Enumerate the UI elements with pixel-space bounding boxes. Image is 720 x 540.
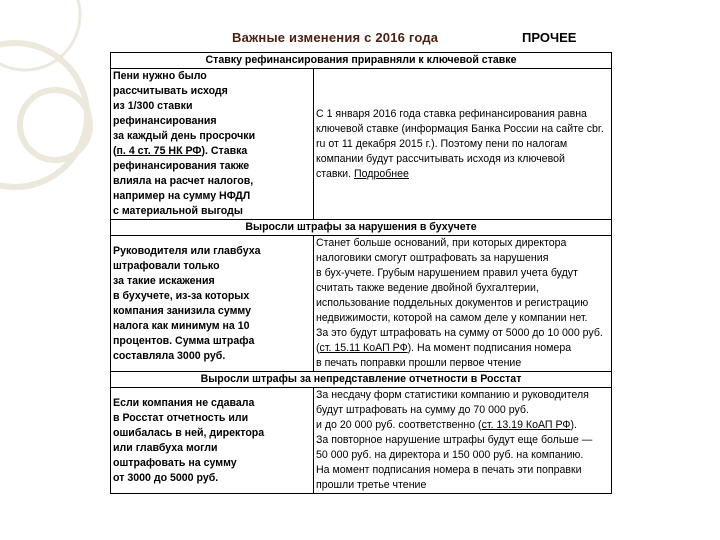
text-segment: в бух-учете. Грубым нарушением правил учета будут — [316, 267, 578, 279]
text-line — [316, 448, 609, 463]
before-cell — [111, 236, 314, 372]
text-line — [113, 334, 311, 349]
after-cell — [314, 388, 612, 494]
text-segment: в печать поправки прошли первое чтение — [316, 357, 522, 369]
text-line — [316, 236, 609, 251]
text-line — [113, 426, 311, 441]
text-line — [316, 122, 609, 137]
text-segment: за такие искажения — [113, 274, 215, 287]
text-segment: За это будут штрафовать на сумму от 5000 до 10 000 руб. — [316, 327, 603, 339]
text-line — [316, 281, 609, 296]
text-segment: и до 20 000 руб. соответственно ( — [316, 419, 482, 431]
text-line — [113, 456, 311, 471]
section-heading-row — [111, 220, 612, 236]
text-line — [316, 388, 609, 403]
text-line — [316, 418, 609, 433]
text-segment: ru от 11 декабря 2015 г.). Поэтому пени по налогам — [316, 137, 568, 150]
text-line — [113, 204, 311, 219]
text-segment: налоговики смогут оштрафовать за нарушения — [316, 252, 549, 264]
text-line — [113, 189, 311, 204]
after-cell — [314, 69, 612, 220]
text-line — [316, 167, 609, 182]
text-line — [113, 114, 311, 129]
text-line — [316, 463, 609, 478]
text-line — [316, 152, 609, 167]
text-segment: ошибалась в ней, директора — [113, 426, 265, 439]
text-segment: считать также ведение двойной бухгалтерии, — [316, 282, 539, 294]
text-segment: в бухучете, из-за которых — [113, 289, 250, 302]
text-segment: налога как минимум на 10 — [113, 319, 250, 332]
before-cell — [111, 69, 314, 220]
text-line — [316, 107, 609, 122]
text-line — [113, 349, 311, 364]
text-segment: прошли третье чтение — [316, 479, 427, 491]
text-segment: в Росстат отчетность или — [113, 411, 249, 424]
text-line — [316, 266, 609, 281]
text-segment: Если компания не сдавала — [113, 396, 255, 409]
text-segment: ставки. — [316, 167, 354, 180]
text-segment: ). На момент подписания номера — [407, 342, 572, 354]
section-heading: Выросли штрафы за непредставление отчетности в Росстат — [111, 372, 612, 388]
text-line — [316, 433, 609, 448]
text-line — [113, 144, 311, 159]
text-segment: За повторное нарушение штрафы будут еще больше — — [316, 434, 593, 446]
section-heading: Выросли штрафы за нарушения в бухучете — [111, 220, 612, 236]
text-line — [113, 129, 311, 144]
text-segment: или главбуха могли — [113, 441, 218, 454]
table-row — [111, 69, 612, 220]
text-line — [316, 341, 609, 356]
text-segment: ). Ставка — [201, 145, 248, 157]
text-segment: 50 000 руб. на директора и 150 000 руб. на компанию. — [316, 449, 584, 461]
text-segment: оштрафовать на сумму — [113, 456, 237, 469]
text-segment: влияла на расчет налогов, — [113, 175, 254, 187]
text-segment: будут штрафовать на сумму до 70 000 руб. — [316, 404, 529, 416]
text-line — [113, 396, 311, 411]
text-segment: использование поддельных документов и регистрацию — [316, 297, 589, 309]
text-segment: штрафовали только — [113, 259, 220, 272]
text-line — [316, 478, 609, 493]
section-label: ПРОЧЕЕ — [522, 30, 577, 45]
reference-link[interactable]: ст. 15.11 КоАП РФ — [319, 342, 408, 354]
text-segment: Пени нужно было — [113, 70, 207, 82]
text-segment: ). — [570, 419, 577, 431]
text-line — [113, 289, 311, 304]
text-segment: с материальной выгоды — [113, 205, 243, 217]
text-line — [113, 304, 311, 319]
text-segment: составляла 3000 руб. — [113, 349, 226, 362]
section-heading-row — [111, 53, 612, 69]
text-line — [113, 471, 311, 486]
text-line — [113, 259, 311, 274]
after-cell — [314, 236, 612, 372]
text-line — [316, 326, 609, 341]
text-segment: ( — [316, 342, 320, 354]
text-line — [316, 356, 609, 371]
changes-table — [110, 52, 612, 494]
section-heading: Ставку рефинансирования приравняли к ключевой ставке — [111, 53, 612, 69]
decorative-circle — [0, 43, 87, 187]
text-line — [113, 441, 311, 456]
text-line — [113, 159, 311, 174]
text-segment: от 3000 до 5000 руб. — [113, 471, 219, 484]
text-segment: ключевой ставке (информация Банка России на сайте cbr. — [316, 122, 604, 135]
text-segment: ( — [113, 145, 117, 157]
reference-link[interactable]: ст. 13.19 КоАП РФ — [481, 419, 571, 431]
text-segment: Станет больше оснований, при которых директора — [316, 237, 567, 249]
text-line — [113, 84, 311, 99]
table-row — [111, 236, 612, 372]
text-segment: На момент подписания номера в печать эти поправки — [316, 464, 582, 476]
text-segment: недвижимости, которой на самом деле у компании нет. — [316, 312, 588, 324]
text-line — [113, 411, 311, 426]
table-row — [111, 388, 612, 494]
text-segment: компания занизила сумму — [113, 304, 251, 317]
page-title: Важные изменения с 2016 года — [232, 30, 439, 45]
text-segment: компании будут рассчитывать исходя из ключевой — [316, 152, 565, 165]
before-cell — [111, 388, 314, 494]
reference-link[interactable]: Подробнее — [354, 167, 409, 180]
text-line — [316, 296, 609, 311]
text-segment: рефинансирования — [113, 115, 217, 127]
text-line — [113, 174, 311, 189]
decorative-circle — [0, 0, 80, 70]
decorative-circle — [20, 90, 90, 160]
text-line — [113, 319, 311, 334]
text-segment: за каждый день просрочки — [113, 130, 256, 142]
text-segment: За несдачу форм статистики компанию и руководителя — [316, 389, 589, 401]
text-line — [316, 137, 609, 152]
text-segment: рефинансирования также — [113, 160, 250, 172]
reference-link[interactable]: п. 4 ст. 75 НК РФ — [116, 145, 202, 157]
decorative-circles — [0, 0, 110, 220]
text-segment: из 1/300 ставки — [113, 100, 193, 112]
text-segment: например на сумму НФДЛ — [113, 190, 251, 202]
text-segment: Руководителя или главбуха — [113, 244, 261, 257]
text-line — [113, 274, 311, 289]
section-heading-row — [111, 372, 612, 388]
text-segment: процентов. Сумма штрафа — [113, 334, 255, 347]
text-line — [316, 311, 609, 326]
text-line — [316, 251, 609, 266]
text-segment: рассчитывать исходя — [113, 85, 228, 97]
text-line — [113, 244, 311, 259]
text-segment: С 1 января 2016 года ставка рефинансирования равна — [316, 107, 587, 120]
text-line — [316, 403, 609, 418]
text-line — [113, 99, 311, 114]
text-line — [113, 69, 311, 84]
